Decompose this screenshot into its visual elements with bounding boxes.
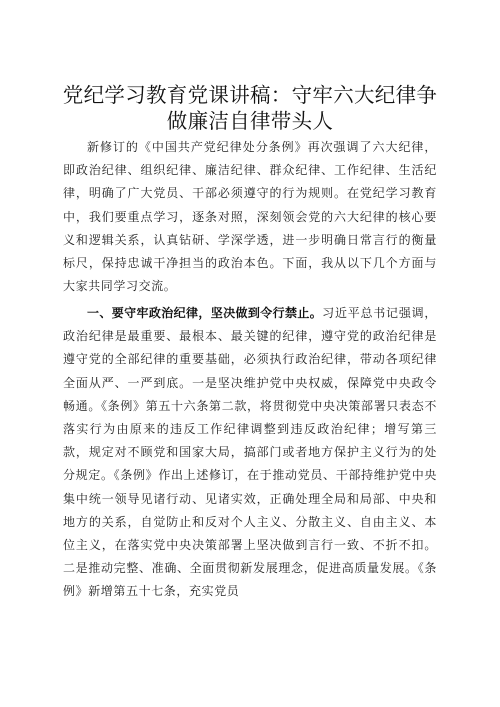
section-one-heading: 一、要守牢政治纪律，坚决做到令行禁止。 <box>87 306 323 320</box>
intro-paragraph <box>63 136 437 298</box>
intro-paragraph-text: 新修订的《中国共产党纪律处分条例》再次强调了六大纪律，即政治纪律、组织纪律、廉洁纪律、群众纪律、工作纪律、生活纪律，明确了广大党员、干部必须遵守的行为规则。在党纪学习教育中，我们要重点学习，逐条对照，深刻领会党的六大纪律的核心要义和逻辑关系，认真钻研、学深学透，进一步明确日常言行的衡量标尺，保持忠诚干净担当的政治本色。下面，我从以下几个方面与大家共同学习交流。 <box>63 140 437 294</box>
section-one-text: 习近平总书记强调，政治纪律是最重要、最根本、最关键的纪律，遵守党的政治纪律是遵守党的全部纪律的重要基础，必须执行政治纪律，带动各项纪律全面从严、一严到底。一是坚决维护党中央权威，保障党中央政令畅通。《条例》第五十六条第二款，将贯彻党中央决策部署只表态不落实行为由原来的违反工作纪律调整到违反政治纪律；增写第三款，规定对不顾党和国家大局，搞部门或者地方保护主义行为的处分规定。《条例》作出上述修订，在于推动党员、干部持维护党中央集中统一领导见诸行动、见诸实效，正确处理全局和局部、中央和地方的关系，自觉防止和反对个人主义、分散主义、自由主义、本位主义，在落实党中央决策部署上坚决做到言行一致、不折不扣。二是推动完整、准确、全面贯彻新发展理念，促进高质量发展。《条例》新增第五十七条，充实党员 <box>63 306 437 599</box>
document-title: 党纪学习教育党课讲稿：守牢六大纪律争做廉洁自律带头人 <box>62 83 438 133</box>
section-one-paragraph <box>63 302 437 604</box>
